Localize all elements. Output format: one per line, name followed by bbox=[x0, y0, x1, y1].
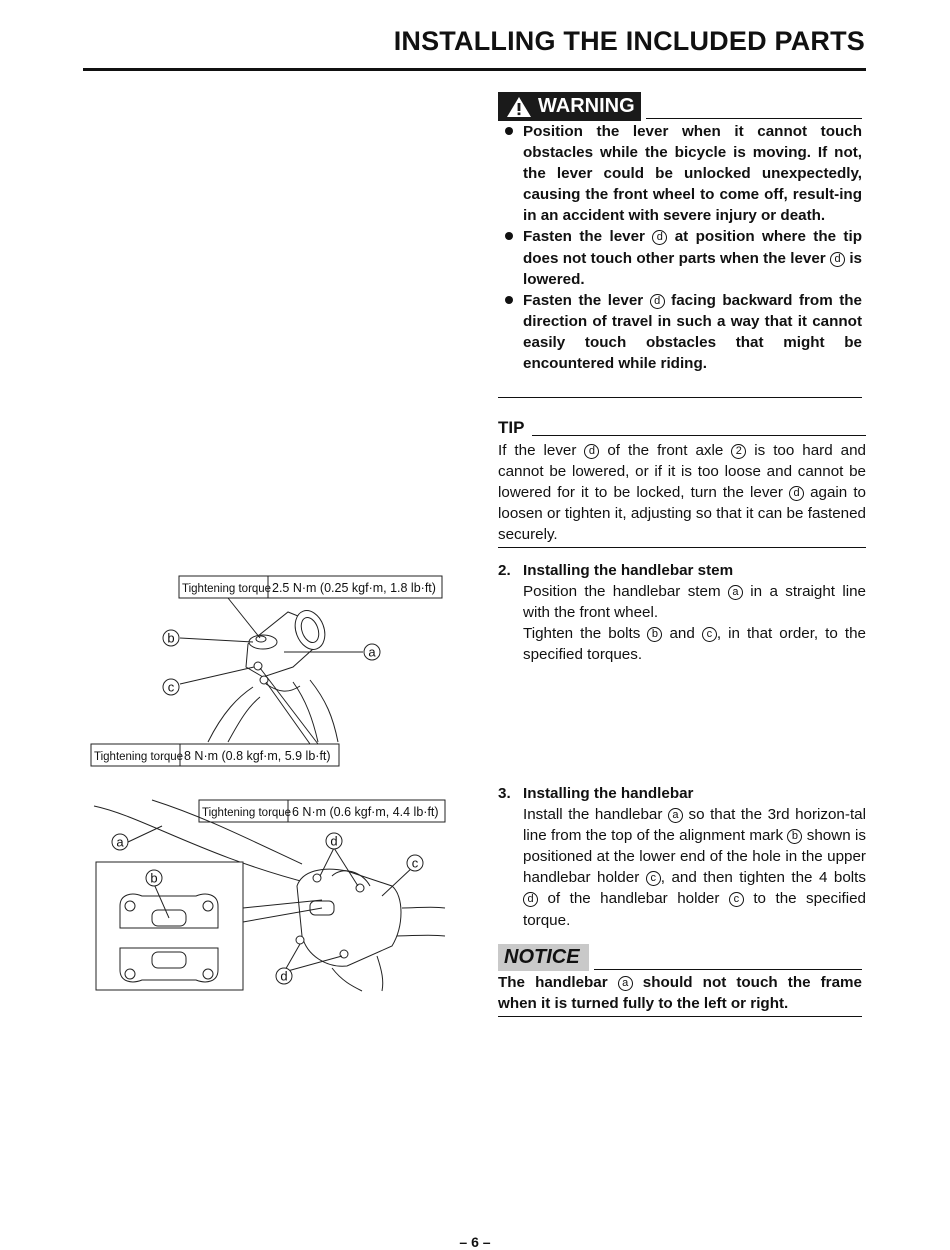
torque-label: Tightening torque bbox=[94, 751, 184, 763]
callout-b: b bbox=[150, 870, 158, 886]
warning-badge bbox=[498, 92, 641, 121]
reference-callout: c bbox=[729, 892, 744, 907]
reference-callout: 2 bbox=[731, 444, 746, 459]
torque-value: 8 N·m (0.8 kgf·m, 5.9 lb·ft) bbox=[184, 749, 331, 763]
notice-header bbox=[498, 944, 862, 971]
callout-c: c bbox=[411, 855, 419, 871]
callout-d: d bbox=[280, 968, 288, 984]
reference-callout: a bbox=[728, 585, 743, 600]
callout-a: a bbox=[368, 644, 376, 660]
callout-d: d bbox=[330, 833, 338, 849]
handlebar-illustration bbox=[92, 796, 452, 996]
page-number: – 6 – bbox=[459, 1234, 491, 1250]
reference-callout: d bbox=[650, 294, 665, 309]
step-title: Installing the handlebar bbox=[523, 785, 694, 802]
step-paragraph: Tighten the bolts b and c , in that order, to the specified torques. bbox=[523, 625, 866, 664]
tip-label: TIP bbox=[498, 418, 525, 437]
reference-callout: a bbox=[668, 808, 683, 823]
handlebar-stem-illustration bbox=[88, 572, 448, 772]
reference-callout: c bbox=[702, 627, 717, 642]
reference-callout: d bbox=[652, 230, 667, 245]
warning-bullet: Fasten the lever d facing backward from the direction of travel in such a way that it cannot easily touch obstacles that might be encountered while riding. bbox=[498, 290, 862, 374]
step-paragraph: Position the handlebar stem a in a straight line with the front wheel. bbox=[523, 583, 866, 622]
reference-callout: a bbox=[618, 976, 633, 991]
tip-header bbox=[498, 418, 866, 440]
warning-label: WARNING bbox=[538, 95, 635, 117]
tip-body: If the lever d of the front axle 2 is too hard and cannot be lowered, or if it is too loose and cannot be lowered for it to be locked, turn the lever d again to loosen or tighten it, adjusting so that it can be fastened securely. bbox=[498, 442, 866, 544]
reference-callout: b bbox=[787, 829, 802, 844]
warning-triangle-icon bbox=[506, 96, 532, 118]
title-rule bbox=[83, 68, 866, 71]
torque-value: 2.5 N·m (0.25 kgf·m, 1.8 lb·ft) bbox=[272, 581, 436, 595]
warning-bullets bbox=[498, 121, 862, 374]
reference-callout: d bbox=[584, 444, 599, 459]
notice-body: The handlebar a should not touch the frame when it is turned fully to the left or right. bbox=[498, 974, 862, 1013]
reference-callout: d bbox=[523, 892, 538, 907]
step-title: Installing the handlebar stem bbox=[523, 562, 734, 579]
callout-a: a bbox=[116, 834, 124, 850]
page-title: INSTALLING THE INCLUDED PARTS bbox=[393, 26, 865, 56]
step-handlebar-stem bbox=[498, 560, 866, 665]
reference-callout: d bbox=[789, 486, 804, 501]
torque-value: 6 N·m (0.6 kgf·m, 4.4 lb·ft) bbox=[292, 805, 439, 819]
callout-b: b bbox=[167, 630, 175, 646]
step-number: 2. bbox=[498, 562, 511, 579]
step-handlebar bbox=[498, 783, 866, 931]
warning-header bbox=[498, 92, 862, 121]
notice-label: NOTICE bbox=[498, 944, 589, 971]
reference-callout: b bbox=[647, 627, 662, 642]
warning-bullet: Fasten the lever d at position where the tip does not touch other parts when the lever d is lowered. bbox=[498, 226, 862, 289]
torque-label: Tightening torque bbox=[182, 583, 272, 595]
step-paragraph: Install the handlebar a so that the 3rd horizon-tal line from the top of the alignment mark b shown is positioned at the lower end of the hole in the upper handlebar holder c , and then tighten the 4 bolts d of the handlebar holder c to the specified torque. bbox=[523, 806, 866, 929]
reference-callout: c bbox=[646, 871, 661, 886]
callout-c: c bbox=[167, 679, 175, 695]
reference-callout: d bbox=[830, 252, 845, 267]
torque-label: Tightening torque bbox=[202, 807, 292, 819]
step-number: 3. bbox=[498, 785, 511, 802]
warning-bullet: Position the lever when it cannot touch obstacles while the bicycle is moving. If not, the lever could be unlocked unexpectedly, causing the front wheel to come off, result-ing in an accident with severe injury or death. bbox=[498, 121, 862, 226]
